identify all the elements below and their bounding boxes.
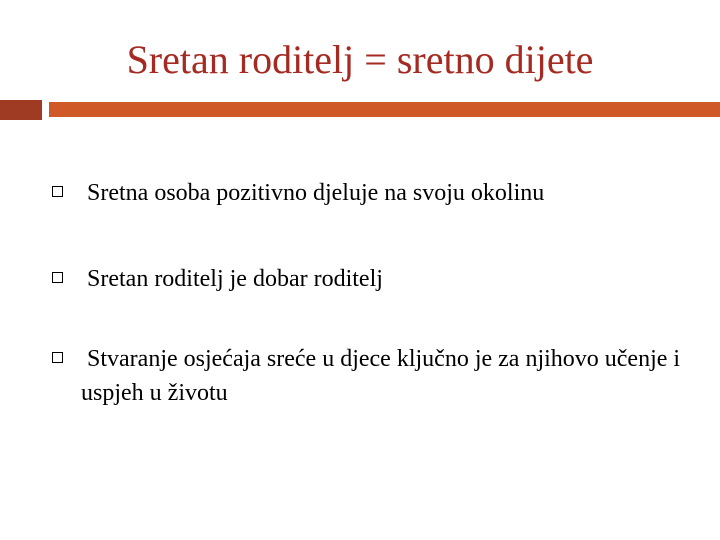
square-bullet-icon — [52, 186, 63, 197]
bullet-text: Stvaranje osjećaja sreće u djece ključno je za njihovo učenje i uspjeh u životu — [81, 346, 687, 406]
bullet-text: Sretan roditelj je dobar roditelj — [87, 266, 383, 292]
bullet-item — [52, 262, 692, 296]
square-bullet-icon — [52, 352, 63, 363]
title-divider-bar — [49, 102, 720, 117]
slide-title: Sretan roditelj = sretno dijete — [126, 37, 594, 82]
bullet-text: Sretna osoba pozitivno djeluje na svoju okolinu — [87, 180, 545, 206]
title-accent-square — [0, 100, 42, 120]
square-bullet-icon — [52, 272, 63, 283]
bullet-item — [52, 342, 692, 410]
bullet-item — [52, 176, 692, 210]
